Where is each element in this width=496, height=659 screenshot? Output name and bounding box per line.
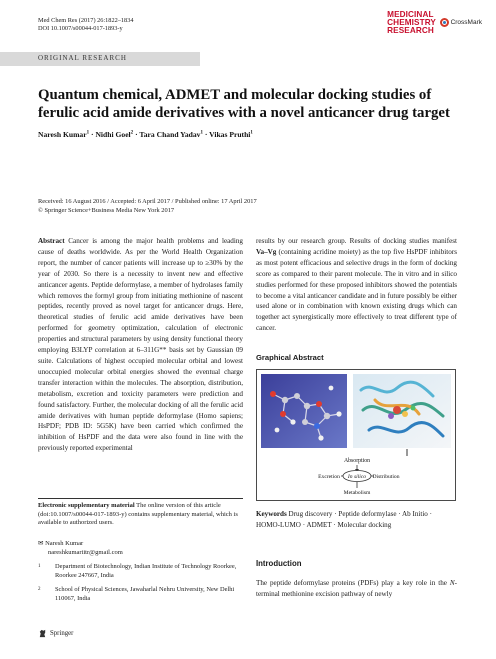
crossmark-icon bbox=[440, 18, 449, 27]
introduction-heading: Introduction bbox=[256, 559, 302, 568]
abstract-label: Abstract bbox=[38, 237, 65, 245]
journal-doi: DOI 10.1007/s00044-017-1893-y bbox=[38, 25, 123, 32]
title-line-1: Quantum chemical, ADMET and molecular docking studies of bbox=[38, 87, 432, 103]
keyword[interactable]: HOMO-LUMO bbox=[256, 521, 301, 529]
graphical-abstract-svg bbox=[257, 370, 455, 500]
crossmark-label: CrossMark bbox=[450, 19, 482, 26]
abstract-text: Cancer is among the major health problems and leading cause of deaths worldwide. As per the World Health Organization report, the number of cancer patients will increase up to ≥30% by the year of 2030. So there is a necessity to invent new and effective anticancer agents. Peptide deformylase, a member of hydrolases family which removes the formyl group from initiating methionine of nascent peptides, recently proved as novel target for anticancer drugs. Here, theoretical studies of ferulic acid amide derivatives have been performed for geometry optimization, calculation of electronic properties and structural parameters by using density functional theory employing B3LYP correlation at 6–311G** basis set by Gaussian 09 suite. Calculations of highest occupied molecular orbital and lowest unoccupied molecular orbital energies showed the eventual charge transfer interaction within the molecules. The absorption, distribution, metabolism, excretion and toxicity parameters were prediction and found satisfactory. Further, the molecular docking of all the ferulic acid amide derivatives with human peptide deformylase (Homo sapiens; HsPDF; PDB ID: 5G5K) have been carried which confirmed the inhibition of HsPDF and the data were also found in line with the previously reported experimental bbox=[38, 237, 243, 453]
publication-dates bbox=[38, 197, 257, 215]
crossmark-badge[interactable] bbox=[440, 18, 482, 27]
author[interactable]: Nidhi Goel$^2$ bbox=[95, 130, 134, 139]
absorption-label: Absorption bbox=[343, 458, 371, 464]
logo-line-1: MEDICINAL bbox=[387, 10, 434, 19]
keyword[interactable]: Peptide deformylase bbox=[338, 510, 397, 518]
logo-line-2: CHEMISTRY bbox=[387, 18, 436, 27]
affiliation-2: 2 School of Physical Sciences, Jawaharlal Nehru University, New Delhi 110067, India bbox=[38, 586, 235, 602]
graphical-abstract-figure bbox=[256, 369, 456, 501]
title-line-2: ferulic acid amide derivatives with a novel anticancer drug target bbox=[38, 105, 450, 121]
keywords: Keywords Drug discovery · Peptide deformylase · Ab Initio · HOMO-LUMO · ADMET · Molecular docking bbox=[256, 510, 432, 529]
keyword[interactable]: Ab Initio bbox=[402, 510, 428, 518]
molecule-panel bbox=[261, 374, 347, 448]
introduction-text: The peptide deformylase proteins (PDFs) play a key role in the N-terminal methionine excision pathway of newly bbox=[256, 579, 457, 598]
keyword[interactable]: ADMET bbox=[306, 521, 332, 529]
abstract-right: results by our research group. Results of docking studies manifest Va–Vg (containing acridine moiety) as the top five HsPDF inhibitors as most potent efficacious and selective drugs in the form of docking score as compared to their parent molecule. The in vitro and in silico studies performed for these proposed inhibitors showed the potentials to become a vital anticancer candidate and in future possibly be either used alone or in combination with known existing drugs which can together act synergistically more effectively to treat different type of cancer. bbox=[256, 237, 457, 333]
section-label: ORIGINAL RESEARCH bbox=[38, 54, 127, 62]
keyword[interactable]: Molecular docking bbox=[337, 521, 392, 529]
author[interactable]: Naresh Kumar$^1$ bbox=[38, 130, 90, 139]
keyword[interactable]: Drug discovery bbox=[288, 510, 333, 518]
email-link[interactable]: nareshkumariitr@gmail.com bbox=[48, 548, 123, 556]
journal-logo bbox=[387, 11, 436, 35]
corresponding-author: Naresh Kumar bbox=[45, 540, 84, 547]
distribution-label: Distribution bbox=[372, 474, 400, 480]
correspondence bbox=[38, 540, 243, 557]
springer-horse-icon bbox=[38, 629, 47, 638]
publisher-footer bbox=[38, 629, 73, 638]
in-silico-label: In silico bbox=[347, 474, 367, 480]
footnote-rule bbox=[38, 498, 243, 499]
springer-label: Springer bbox=[50, 630, 74, 637]
abstract-left bbox=[38, 236, 243, 454]
doi-link[interactable]: doi:10.1007/s00044-017-1893-y bbox=[40, 510, 125, 518]
esm-note: Electronic supplementary material The online version of this article (doi:10.1007/s00044-017-1893-y) contains supplementary material, which is available to authorized users. bbox=[38, 502, 238, 526]
author[interactable]: Tara Chand Yadav$^1$ bbox=[139, 130, 203, 139]
logo-line-3: RESEARCH bbox=[387, 26, 434, 35]
dates-received: Received: 16 August 2016 / Accepted: 6 April 2017 / Published online: 17 April 2017 bbox=[38, 198, 257, 205]
author-list: Naresh Kumar$^1$ · Nidhi Goel$^2$ · Tara Chand Yadav$^1$ · Vikas Pruthi$^1$ bbox=[38, 130, 253, 139]
affiliation-1: 1 Department of Biotechnology, Indian Institute of Technology Roorkee, Roorkee 247667, India bbox=[38, 563, 237, 579]
copyright-line: © Springer Science+Business Media New York 2017 bbox=[38, 207, 175, 214]
envelope-icon: ✉ bbox=[38, 540, 46, 547]
article-title bbox=[38, 86, 468, 122]
excretion-label: Excretion bbox=[318, 474, 340, 480]
keywords-label: Keywords bbox=[256, 510, 287, 518]
graphical-abstract-title: Graphical Abstract bbox=[256, 353, 324, 362]
metabolism-label: Metabolism bbox=[343, 490, 371, 496]
author[interactable]: Vikas Pruthi$^1$ bbox=[209, 130, 253, 139]
journal-citation: Med Chem Res (2017) 26:1822–1834 bbox=[38, 17, 134, 24]
